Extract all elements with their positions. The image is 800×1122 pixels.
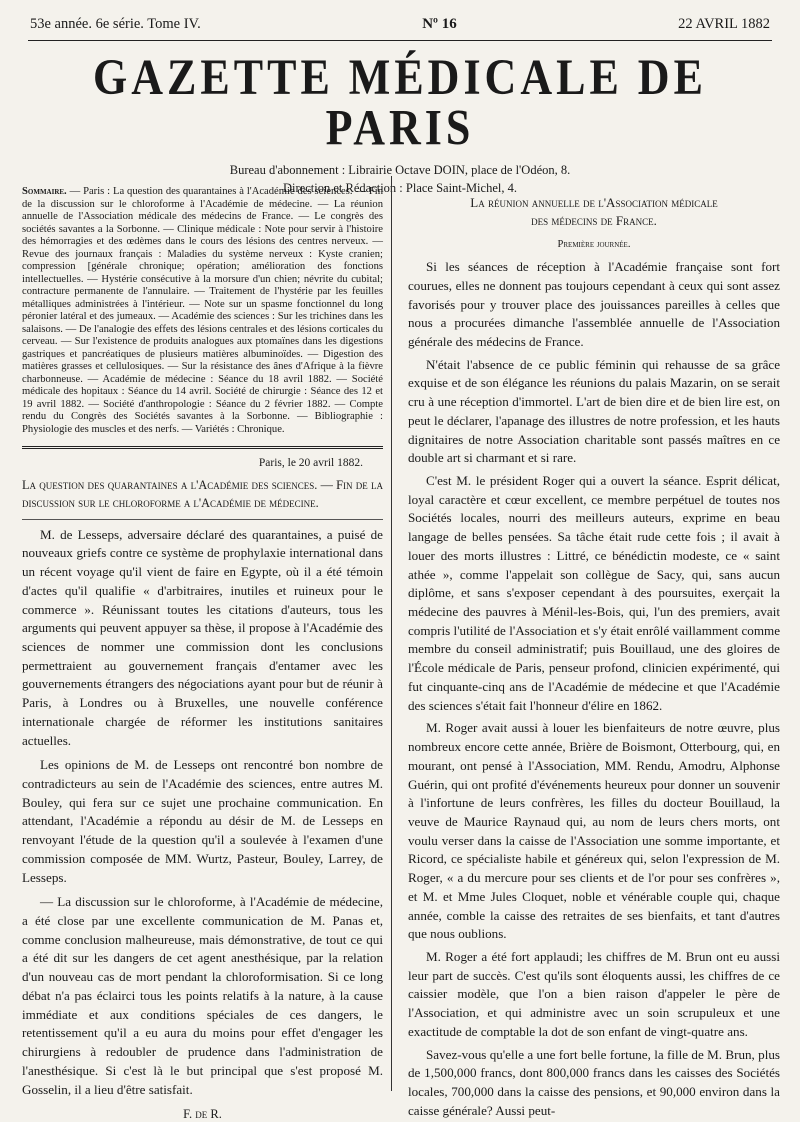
issue-date: 22 AVRIL 1882 <box>678 15 770 32</box>
paragraph: M. Roger avait aussi à louer les bienfaiteurs de notre œuvre, plus nombreux encore cette année, Brière de Boismont, Otterbourg, qui, en mourant, ont pensé à l'Association, MM. Rendu, Amodru, Alphonse Guérin, qui ont profité d'événements heureux pour donner un souvenir à l'infortune de leurs confrères, les filles du docteur Bouillaud, la veuve de Maurice Raynaud qui, au nom de leurs chers morts, ont voulu verser dans la caisse de l'Association une somme importante, et Ricord, ce spécialiste habile et généreux qui, selon l'expression de M. Roger, « a du mercure pour ses clients et de l'or pour ses confrères », et M. et Mme Jules Cloquet, noble et vénérable couple qui, chaque année, comble la caisse des retraites de ses bienfaits, et tant d'autres que nous oublions. <box>408 720 780 942</box>
editorial-office: Direction et Rédaction : Place Saint-Michel, 4. <box>283 181 517 196</box>
paragraph: C'est M. le président Roger qui a ouvert la séance. Esprit délicat, loyal caractère et cœur excellent, ce membre perpétuel de toutes nos Sociétés locales, nourri des meilleurs auteurs, exprime en beau langage de belles pensées. Sa tâche était rude cette fois ; il avait à louer des morts illustres : Littré, ce bénédictin modeste, ce « saint athée », comme l'appelait son collègue de Sacy, qui, sans aucun diplôme, et sans s'exposer cependant à des poursuites, exerçait la médecine des pauvres à Ménil-les-Bois, qui, l'un des premiers, avait compris l'utilité de l'Association et s'y était enrôlé vaillamment comme membre du conseil administratif; puis Bouillaud, une des gloires de l'École médicale de Paris, penseur profond, clinicien expérimenté, qui fut cinquante-cinq ans de l'Académie de médecine et que l'Académie des sciences s'était fait l'honneur d'élire en 1862. <box>408 473 780 713</box>
right-title-line-1: La réunion annuelle de l'Association médicale <box>470 195 718 210</box>
paragraph: Si les séances de réception à l'Académie française sont fort courues, elles ne donnent pas toujours cependant à ceux qui sont assez favorisés pour y trouver place des jouissances pareilles à celles que nous a procurées dimanche l'assemblée annuelle de l'Association générale des médecins de France. <box>408 259 780 349</box>
summary-text: — Paris : La question des quarantaines à l'Académie des sciences. — Fin de la discussion sur le chloroforme à l'Académie de médecine. — La réunion annuelle de l'Association médicale des médecins de France. — Le congrès des sociétés savantes a la Sorbonne. — Clinique médicale : Note pour servir à l'histoire des hémorragies et des œdèmes dans le cours des lésions des centres nerveux. — Revue des journaux français : Maladies du système nerveux : Kyste cranien; compression [générale chronique; opération; amélioration des fonctions intellectuelles. — Hystérie consécutive à la morsure d'un chien; névrite du cubital; contracture permanente de l'annulaire. — Traitement de l'hystérie par les feuilles métalliques administrées à l'intérieur. — Note sur un spasme fonctionnel du long péronier latéral et des jumeaux. — Académie des sciences : Sur les trichines dans les salaisons. — De l'analogie des effets des lésions centrales et des lésions corticales du cerveau. — Sur l'existence de produits analogues aux ptomaïnes dans les digestions gastriques et pancréatiques de plusieurs matières albuminoïdes. — Digestion des matières grasses et cellulosiques. — Sur la résistance des ânes d'Afrique à la fièvre charbonneuse. — Académie de médecine : Séance du 18 avril 1882. — Société médicale des hopitaux : Séance du 14 avril. Société de chirurgie : Séance des 12 et 19 avril 1882. — Société d'anthropologie : Séance du 2 février 1882. — Compte rendu du Congrès des Sociétés savantes à la Sorbonne. — Bibliographie : Physiologie des muscles et des nerfs. — Variétés : Chronique. <box>22 186 383 435</box>
left-column <box>22 176 392 1122</box>
left-article-title: La question des quarantaines a l'Académie des sciences. — Fin de la discussion sur le chloroforme a l'Académie de médecine. <box>22 477 383 520</box>
paragraph: N'était l'absence de ce public féminin qui rehausse de sa grâce exquise et de son élégance les réunions du palais Mazarin, on se serait cru à une réception d'immortel. L'art de bien dire et de bien lire est, on peut le déclarer, l'apanage des illustres de notre profession, et les hauts dignitaires de notre Association charitable sont passés maîtres en ce double art si charmant et si rare. <box>408 356 780 466</box>
left-article-body <box>22 526 383 1100</box>
paragraph: M. de Lesseps, adversaire déclaré des quarantaines, a puisé de nouveaux griefs contre ce système de prophylaxie international dans un récent voyage qu'il vient de faire en Egypte, où il a été témoin d'actes qu'il qualifie « d'arbitraires, inutiles et ruineux pour le commerce ». Réunissant toutes les citations d'auteurs, tous les arguments qui peuvent appuyer sa thèse, il propose à l'Académie des sciences de nommer une commission dont les conclusions permettraient au gouvernement français d'entamer avec les gouvernements étrangers des négociations ayant pour but de réunir à Paris, à Londres ou à Bruxelles, une nouvelle conférence internationale chargée de réformer les institutions sanitaires actuelles. <box>22 526 383 748</box>
right-article-title <box>408 194 780 229</box>
summary-lead: Sommaire. <box>22 186 67 197</box>
double-rule <box>22 446 383 449</box>
right-column <box>392 176 780 1118</box>
paragraph: M. Roger a été fort applaudi; les chiffres de M. Brun ont eu aussi leur part de succès. C'est qu'ils sont éloquents aussi, les chiffres de ce caissier modèle, que l'on a bien raison d'appeler le père de l'Association, et qui administre avec un soin scrupuleux et une exactitude de comptable la dot de son enfant de vingt-quatre ans. <box>408 948 780 1039</box>
subscription-office: Bureau d'abonnement : Librairie Octave DOIN, place de l'Odéon, 8. <box>229 163 571 177</box>
paragraph: Savez-vous qu'elle a une fort belle fortune, la fille de M. Brun, plus de 1,500,000 francs, dont 800,000 francs dans les caisses des Sociétés locales, 700,000 dans la caisse des pensions, et 90,000 environ dans la caisse générale? Aussi peut- <box>408 1046 780 1118</box>
top-rule <box>28 40 772 41</box>
right-article-subtitle: Première journée. <box>557 239 631 251</box>
issue-year-series: 53e année. 6e série. Tome IV. <box>30 15 201 32</box>
paragraph: — La discussion sur le chloroforme, à l'Académie de médecine, a été close par une excellente communication de M. Panas et, comme conclusion malheureuse, mais démonstrative, de tout ce qui a été dit sur les dangers de cet agent anesthésique, par la relation d'un nouveau cas de mort pendant la chloroformisation. Si ce long débat n'a pas éclairci tous les points relatifs à la nature, à la cause immédiate et aux conditions spéciales de ces dangers, le retentissement qu'il a eu aura du moins pour effet d'engager les chirurgiens à redoubler de prudence dans l'administration de l'anesthésique. Si c'est là le but principal que s'est proposé M. Gosselin, il a lieu d'être satisfait. <box>22 894 383 1097</box>
issue-line <box>20 0 780 38</box>
masthead-title: GAZETTE MÉDICALE DE PARIS <box>93 48 707 156</box>
signature: F. de R. <box>183 1107 222 1122</box>
issue-number: Nº 16 <box>422 15 457 32</box>
columns <box>22 176 780 1122</box>
right-article-body <box>408 258 780 1120</box>
summary-box <box>22 176 383 442</box>
dateline: Paris, le 20 avril 1882. <box>258 457 363 469</box>
paragraph: Les opinions de M. de Lesseps ont rencontré bon nombre de contradicteurs au sein de l'Académie des sciences, entre autres M. Bouley, qui fera sur ce sujet une prochaine communication. En attendant, l'Académie a répondu au désir de M. de Lesseps en renvoyant l'étude de la question qu'il a soulevée à l'examen d'une commission composée de MM. Wurtz, Pasteur, Bouley, Larrey, de Lesseps. <box>22 757 383 885</box>
right-title-line-2: des médecins de France. <box>531 212 657 228</box>
